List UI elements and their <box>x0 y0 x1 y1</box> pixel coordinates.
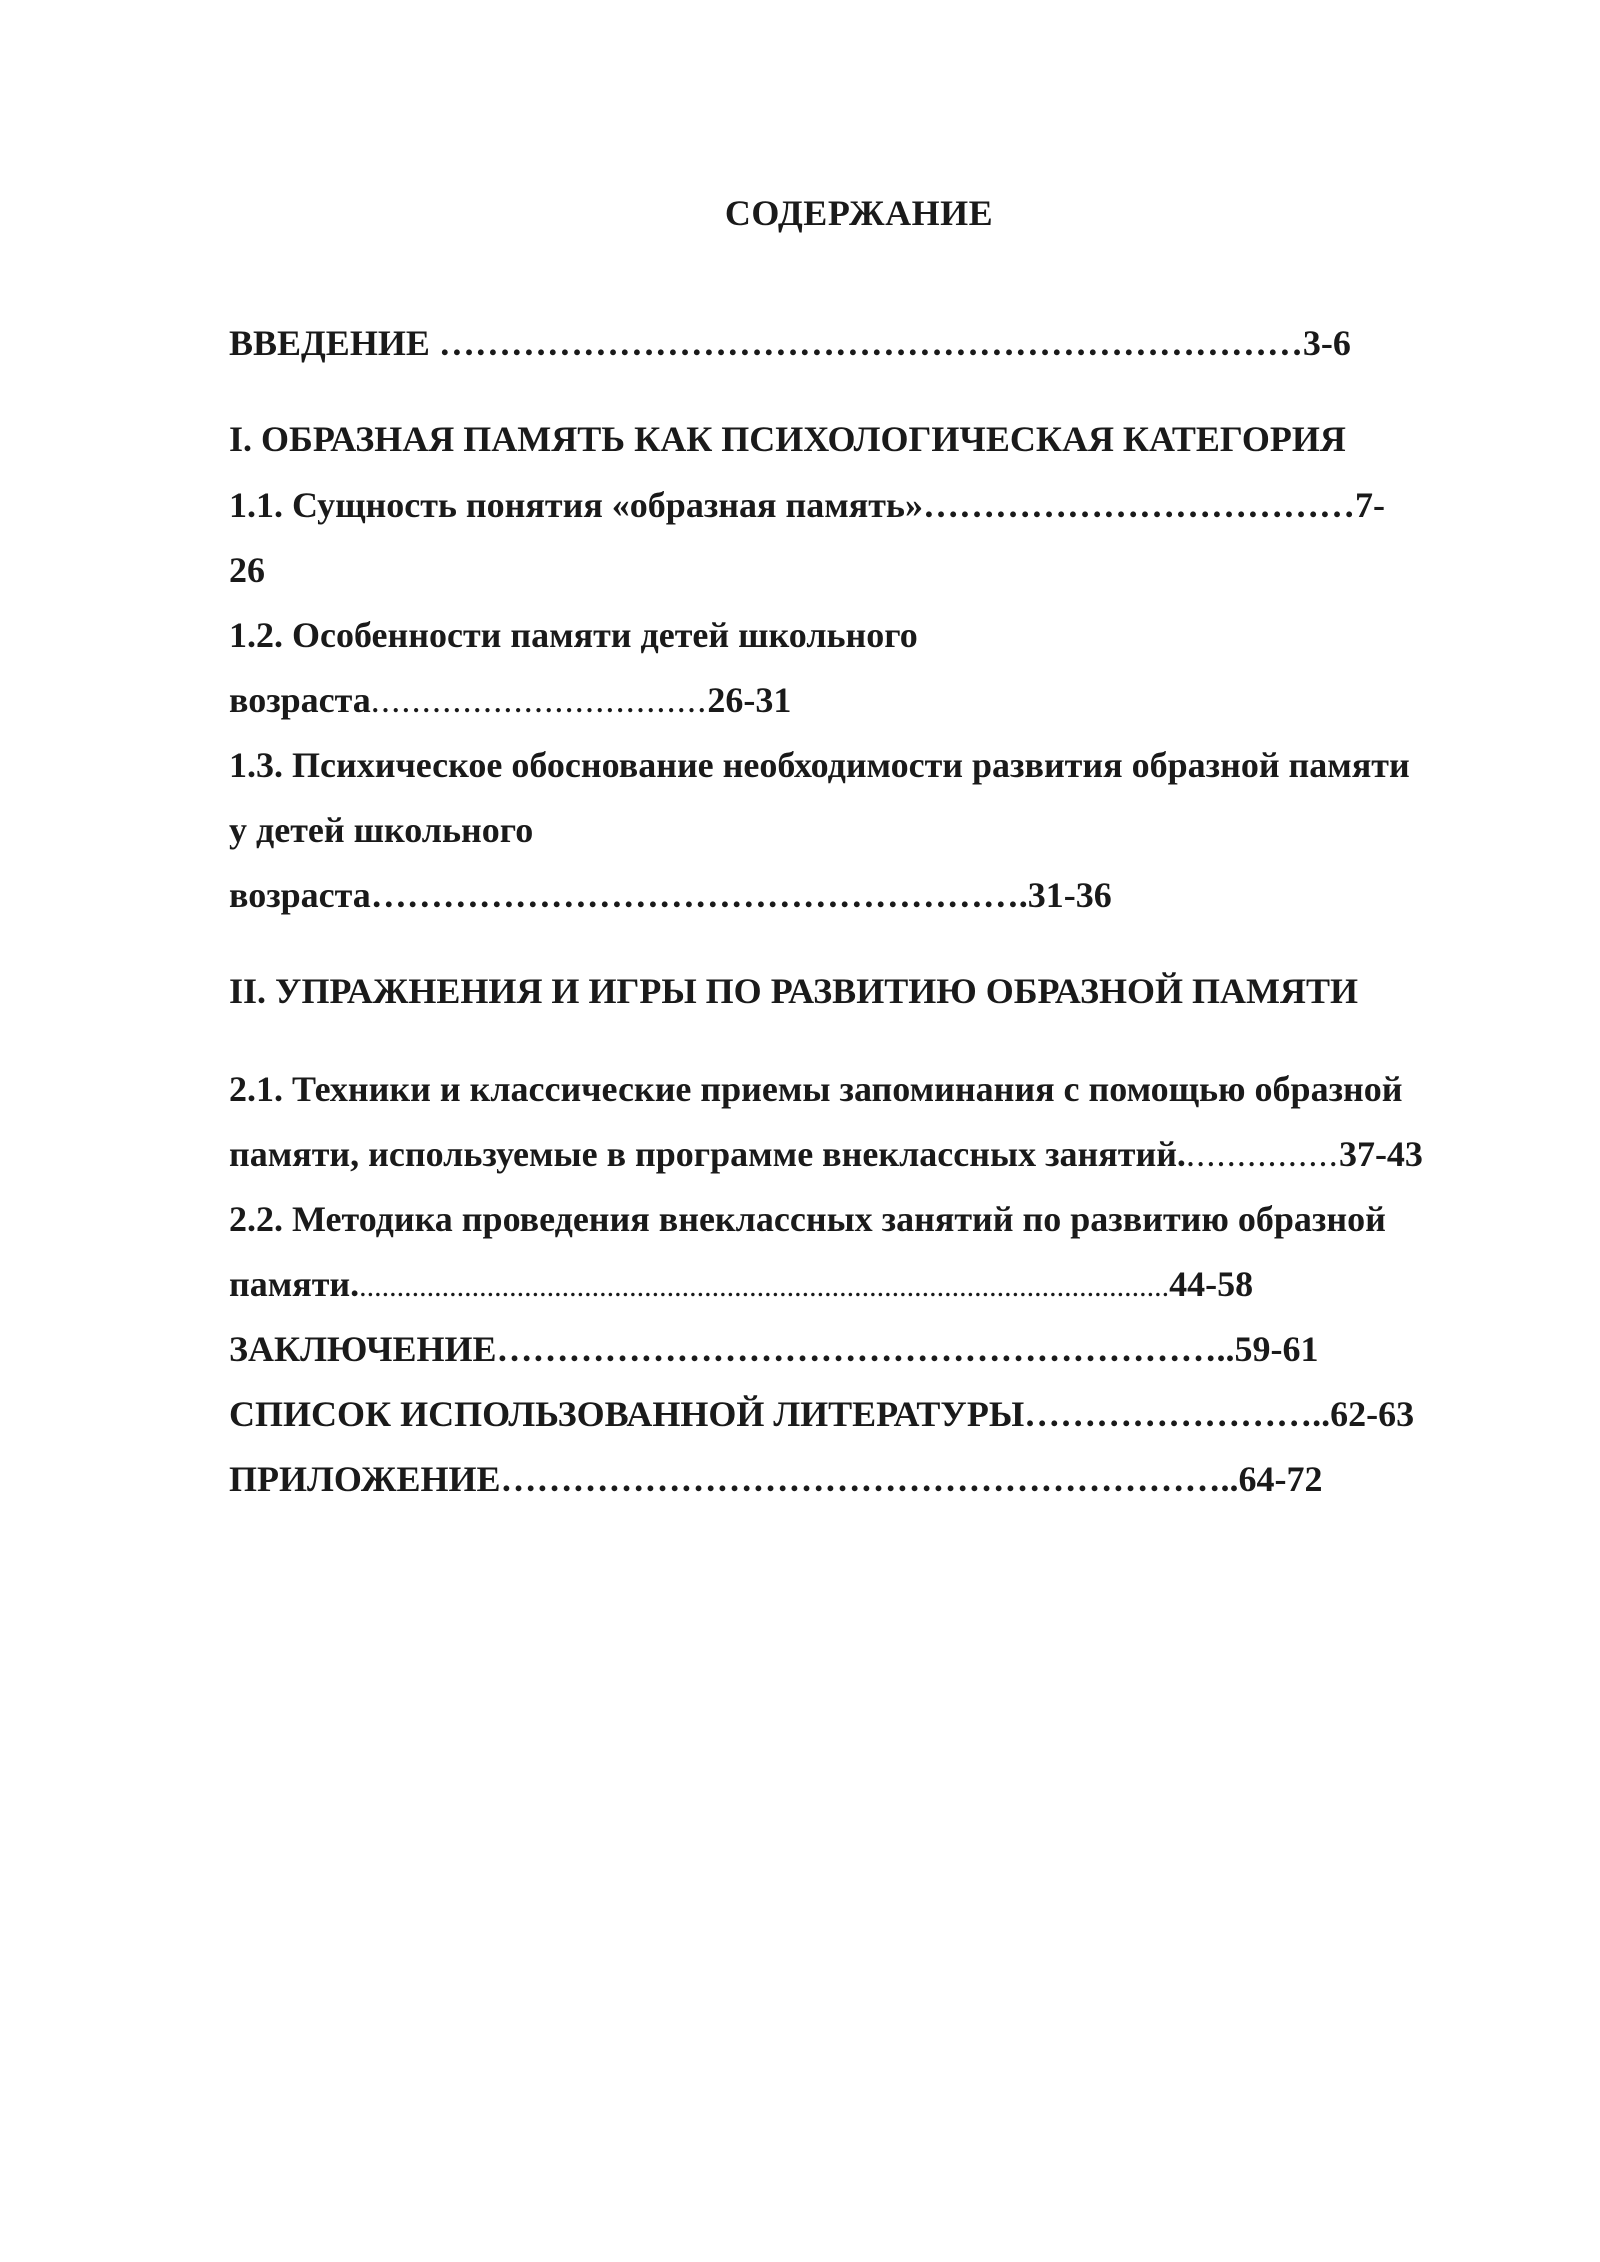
toc-entry-1-2[interactable] <box>229 679 791 721</box>
toc-entry-label: СПИСОК ИСПОЛЬЗОВАННОЙ ЛИТЕРАТУРЫ <box>229 1394 1025 1434</box>
toc-entry-pages: 31-36 <box>1027 875 1112 915</box>
toc-entry-conclusion[interactable] <box>229 1328 1319 1370</box>
toc-entry-label: ЗАКЛЮЧЕНИЕ <box>229 1329 497 1369</box>
toc-entry-label: возраста <box>229 875 371 915</box>
toc-entry-1-1[interactable] <box>229 484 1385 526</box>
toc-entry-dots: …………………….. <box>1024 1394 1331 1434</box>
toc-entry-2-1[interactable] <box>229 1133 1423 1175</box>
toc-entry-dots: ……………………………………………………………… <box>438 323 1303 363</box>
toc-entry-1-1-pages-end[interactable]: 26 <box>229 550 265 590</box>
toc-entry-pages: 64-72 <box>1238 1459 1323 1499</box>
toc-entry-label: памяти, используемые в программе внеклассных занятий. <box>229 1134 1186 1174</box>
toc-entry-1-3-line2[interactable]: у детей школьного <box>229 810 534 850</box>
toc-entry-label: ВВЕДЕНИЕ <box>229 323 439 363</box>
toc-entry-label: ПРИЛОЖЕНИЕ <box>229 1459 501 1499</box>
toc-part1-heading[interactable]: I. ОБРАЗНАЯ ПАМЯТЬ КАК ПСИХОЛОГИЧЕСКАЯ КАТЕГОРИЯ <box>229 419 1346 459</box>
toc-entry-appendix[interactable] <box>229 1458 1323 1500</box>
toc-entry-2-2-line1[interactable]: 2.2. Методика проведения внеклассных занятий по развитию образной <box>229 1199 1386 1239</box>
toc-entry-2-2[interactable] <box>229 1263 1253 1308</box>
toc-part2-heading[interactable]: II. УПРАЖНЕНИЯ И ИГРЫ ПО РАЗВИТИЮ ОБРАЗНОЙ ПАМЯТИ <box>229 971 1359 1011</box>
toc-entry-intro[interactable] <box>229 322 1351 364</box>
toc-entry-dots: …………………………………………………….. <box>500 1459 1239 1499</box>
toc-entry-pages: 59-61 <box>1234 1329 1319 1369</box>
toc-entry-pages: 37-43 <box>1338 1134 1423 1174</box>
toc-entry-label: памяти. <box>229 1264 360 1304</box>
toc-entry-pages: 62-63 <box>1330 1394 1415 1434</box>
toc-entry-pages: 7- <box>1354 485 1385 525</box>
toc-title: СОДЕРЖАНИЕ <box>724 193 994 233</box>
toc-entry-1-2-line1[interactable]: 1.2. Особенности памяти детей школьного <box>229 615 918 655</box>
toc-entry-dots: ……………………………… <box>922 485 1355 525</box>
toc-entry-label: возраста <box>229 680 371 720</box>
toc-entry-dots: ………………………………………………. <box>370 875 1028 915</box>
toc-entry-dots: ............... <box>1185 1134 1339 1174</box>
toc-entry-dots: …………………………………………………….. <box>496 1329 1235 1369</box>
toc-entry-1-3[interactable] <box>229 874 1112 916</box>
toc-entry-pages: 26-31 <box>707 680 792 720</box>
toc-entry-pages: 3-6 <box>1302 323 1351 363</box>
toc-entry-dots: ............................................................................................................ <box>359 1270 1170 1303</box>
toc-entry-1-3-line1[interactable]: 1.3. Психическое обоснование необходимости развития образной памяти <box>229 745 1410 785</box>
toc-entry-references[interactable] <box>229 1393 1414 1435</box>
toc-entry-dots: ................................. <box>370 680 708 720</box>
toc-entry-label: 1.1. Сущность понятия «образная память» <box>229 485 923 525</box>
toc-entry-pages: 44-58 <box>1169 1264 1254 1304</box>
toc-entry-2-1-line1[interactable]: 2.1. Техники и классические приемы запоминания с помощью образной <box>229 1069 1403 1109</box>
